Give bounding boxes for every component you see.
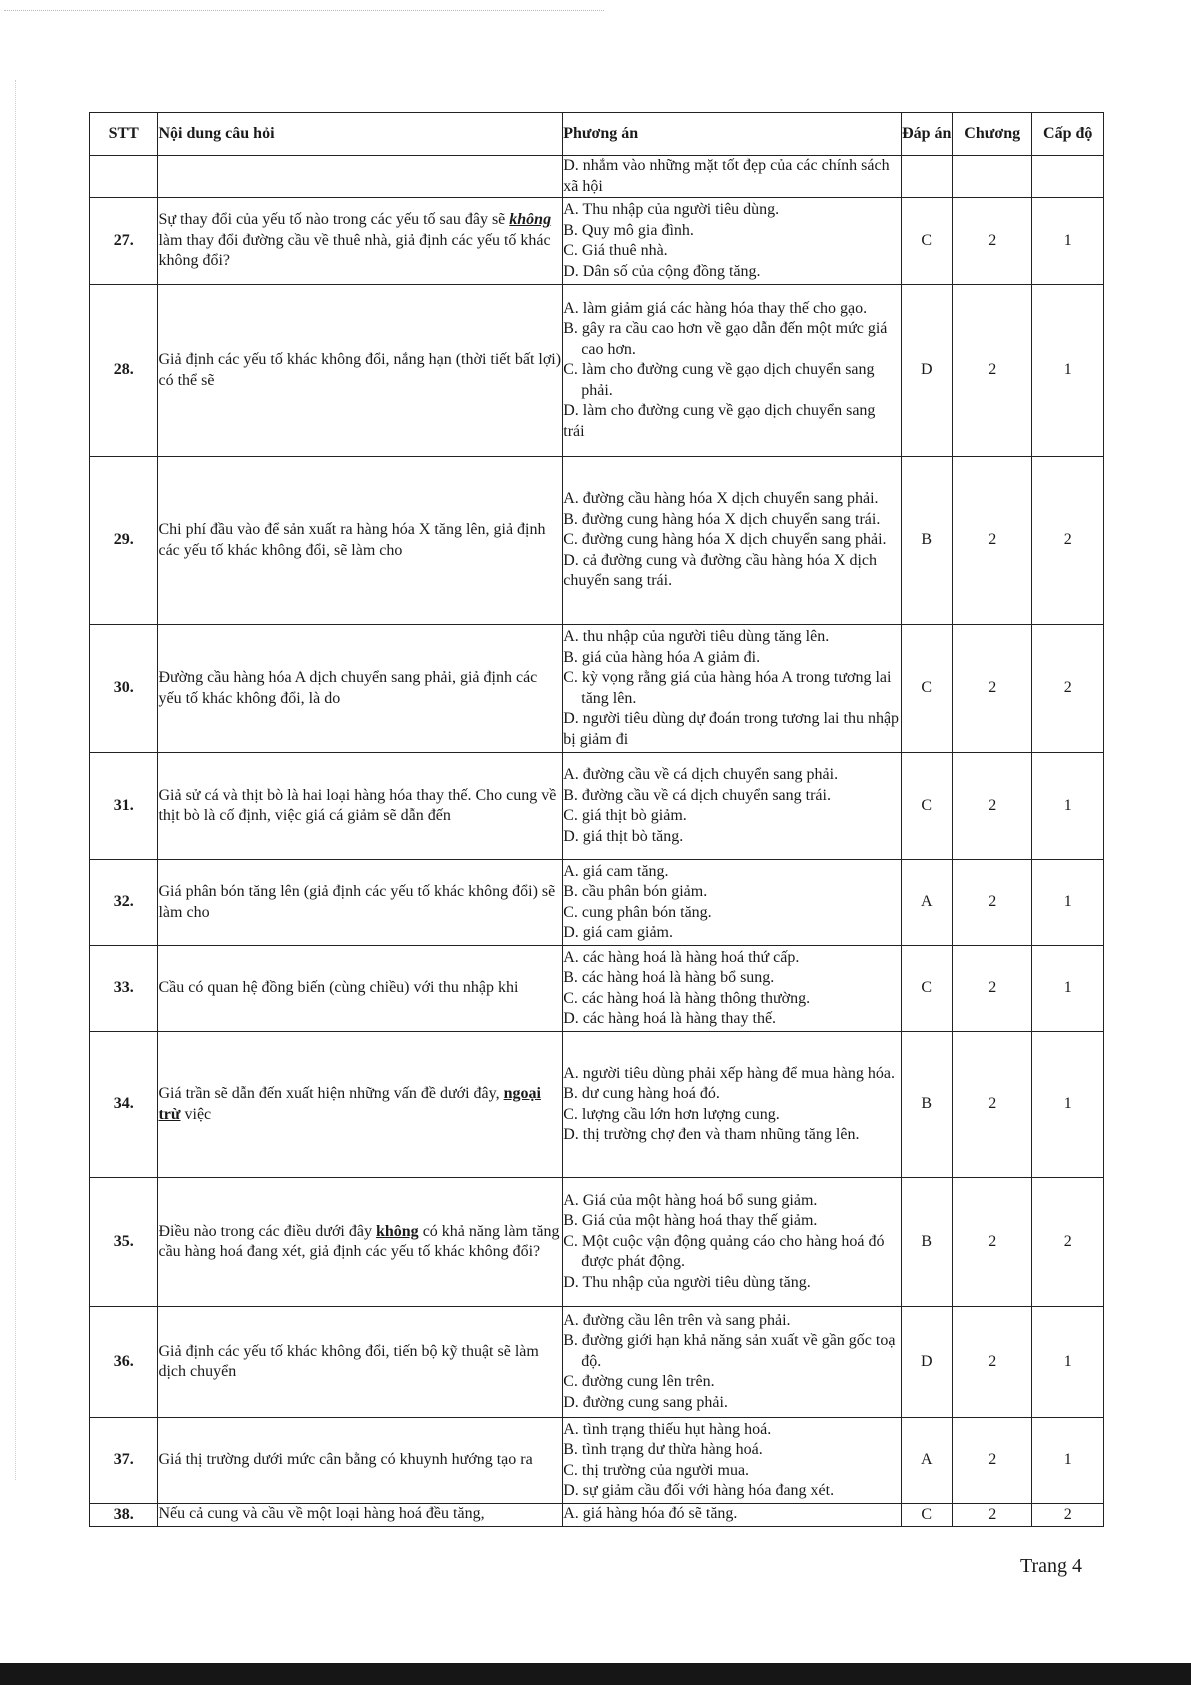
option-b: B. giá của hàng hóa A giảm đi. [563,648,761,666]
question-text [158,1178,563,1307]
option-b: B. các hàng hoá là hàng bổ sung. [563,969,775,986]
question-text [158,946,563,1032]
option-b: B. Giá của một hàng hoá thay thế giảm. [563,1212,818,1230]
question-text-part: Giả sử cá và thịt bò là hai loại hàng hóa thay thế. Cho cung về thịt bò là cố định, việc giá cá giảm sẽ dẫn đến [158,786,557,824]
options-cell [563,285,901,457]
question-cell [158,156,563,198]
answer-cell: D [901,1307,952,1418]
question-text [158,753,563,860]
option-a: A. giá hàng hóa đó sẽ tăng. [563,1505,738,1522]
option-d: D. giá cam giảm. [563,924,673,941]
question-table [89,112,1104,1527]
table-row [90,198,1104,285]
level-cell: 1 [1032,285,1104,457]
chapter-cell: 2 [952,285,1032,457]
level-cell: 1 [1032,753,1104,860]
option-c: C. thị trường của người mua. [563,1461,750,1479]
option-a: A. thu nhập của người tiêu dùng tăng lên. [563,628,830,645]
table-row [90,946,1104,1032]
question-text [158,1032,563,1178]
chapter-cell: 2 [952,1032,1032,1178]
chapter-cell: 2 [952,860,1032,946]
table-row [90,1178,1104,1307]
options-cell [563,860,901,946]
answer-cell: C [901,753,952,860]
level-cell: 1 [1032,1032,1104,1178]
options-cell [563,1307,901,1418]
header-options: Phương án [563,113,901,156]
answer-cell: C [901,198,952,285]
level-cell: 1 [1032,946,1104,1032]
option-b: B. đường cung hàng hóa X dịch chuyển sang trái. [563,510,881,528]
options-cell [563,946,901,1032]
question-number: 33. [90,946,158,1032]
options-cell [563,625,901,753]
table-row [90,860,1104,946]
question-text-part: Giá phân bón tăng lên (giả định các yếu tố khác không đổi) sẽ làm cho [158,883,556,921]
question-text-part: có khả năng làm tăng cầu hàng hoá đang xét, giả định các yếu tố khác không đổi? [158,1222,560,1260]
scan-bottom-edge [0,1663,1191,1685]
level-cell: 1 [1032,198,1104,285]
header-answer: Đáp án [901,113,952,156]
table-row [90,457,1104,625]
question-number: 36. [90,1307,158,1418]
question-text [158,1504,563,1527]
question-text-part: Điều nào trong các điều dưới đây [158,1222,376,1240]
level-cell: 2 [1032,457,1104,625]
option-d: D. đường cung sang phải. [563,1393,728,1411]
answer-cell: B [901,1178,952,1307]
question-text [158,1307,563,1418]
option-d: D. giá thịt bò tăng. [563,827,684,845]
header-level: Cấp độ [1032,113,1104,156]
question-text-part: Chi phí đầu vào để sản xuất ra hàng hóa X tăng lên, giả định các yếu tố khác không đổi, sẽ làm cho [158,521,546,559]
question-number: 34. [90,1032,158,1178]
options-cell [563,1504,901,1527]
chapter-cell: 2 [952,1504,1032,1527]
option-b: B. Quy mô gia đình. [563,221,694,239]
question-number: 28. [90,285,158,457]
chapter-cell: 2 [952,1178,1032,1307]
scan-edge-line [4,10,604,11]
question-number: 35. [90,1178,158,1307]
chapter-cell: 2 [952,1307,1032,1418]
options-cell [563,198,901,285]
option-d: D. các hàng hoá là hàng thay thế. [563,1010,777,1027]
option-a: A. tình trạng thiếu hụt hàng hoá. [563,1420,772,1438]
option-a: A. đường cầu lên trên và sang phải. [563,1311,791,1329]
option-c: C. kỳ vọng rằng giá của hàng hóa A trong tương lai tăng lên. [563,669,892,707]
question-number: 31. [90,753,158,860]
level-cell [1032,156,1104,198]
header-chapter: Chương [952,113,1032,156]
chapter-cell: 2 [952,753,1032,860]
option-a: A. làm giảm giá các hàng hóa thay thế cho gạo. [563,299,868,317]
answer-cell: B [901,1032,952,1178]
option-a: A. giá cam tăng. [563,862,669,880]
option-c: C. Một cuộc vận động quảng cáo cho hàng hoá đó được phát động. [563,1232,885,1271]
option-b: B. đường cầu về cá dịch chuyển sang trái. [563,786,831,804]
option-d: D. làm cho đường cung về gạo dịch chuyển sang trái [563,402,876,440]
level-cell: 2 [1032,1178,1104,1307]
options-cell [563,1418,901,1504]
table-row [90,753,1104,860]
stt-cell [90,156,158,198]
question-number: 29. [90,457,158,625]
emphasis-except: ngoại trừ [158,1085,541,1123]
question-text-part: Giả định các yếu tố khác không đổi, nắng hạn (thời tiết bất lợi) có thể sẽ [158,351,562,389]
option-d: D. người tiêu dùng dự đoán trong tương lai thu nhập bị giảm đi [563,710,900,748]
option-a: A. Thu nhập của người tiêu dùng. [563,201,780,218]
question-text-part: Giá trần sẽ dẫn đến xuất hiện những vấn đề dưới đây, [158,1085,504,1102]
options-cell [563,457,901,625]
chapter-cell: 2 [952,625,1032,753]
header-stt: STT [90,113,158,156]
option-b: B. cầu phân bón giảm. [563,883,708,900]
option-c: C. lượng cầu lớn hơn lượng cung. [563,1105,780,1123]
option-d: D. Dân số của cộng đồng tăng. [563,262,761,280]
chapter-cell: 2 [952,457,1032,625]
level-cell: 1 [1032,1307,1104,1418]
emphasis-not: không [375,1222,419,1240]
question-text [158,1418,563,1504]
options-cell [563,1032,901,1178]
question-text [158,285,563,457]
chapter-cell: 2 [952,198,1032,285]
question-number: 30. [90,625,158,753]
option-a: A. người tiêu dùng phải xếp hàng để mua hàng hóa. [563,1064,895,1082]
options-cell [563,156,901,198]
question-text-part: làm thay đổi đường cầu về thuê nhà, giả định các yếu tố khác không đổi? [158,231,551,270]
table-row [90,1032,1104,1178]
question-number: 37. [90,1418,158,1504]
answer-cell: D [901,285,952,457]
option-a: A. đường cầu hàng hóa X dịch chuyển sang phải. [563,490,879,508]
option-a: A. Giá của một hàng hoá bổ sung giảm. [563,1191,818,1209]
level-cell: 1 [1032,1418,1104,1504]
answer-cell: B [901,457,952,625]
question-text-part: Cầu có quan hệ đồng biến (cùng chiều) với thu nhập khi [158,979,519,997]
option-c: C. đường cung lên trên. [563,1373,715,1391]
option-d: D. thị trường chợ đen và tham nhũng tăng lên. [563,1126,860,1143]
header-question: Nội dung câu hỏi [158,113,563,156]
answer-cell [901,156,952,198]
table-row [90,285,1104,457]
table-row [90,625,1104,753]
table-row [90,1307,1104,1418]
question-text [158,457,563,625]
option-d: D. sự giảm cầu đối với hàng hóa đang xét. [563,1482,835,1499]
level-cell: 2 [1032,625,1104,753]
chapter-cell [952,156,1032,198]
chapter-cell: 2 [952,1418,1032,1504]
question-text [158,625,563,753]
option-c: C. các hàng hoá là hàng thông thường. [563,989,811,1007]
question-text-part: việc [180,1105,212,1123]
question-text-part: Nếu cả cung và cầu về một loại hàng hoá đều tăng, [158,1505,485,1522]
question-text [158,198,563,285]
table-header-row [90,113,1104,156]
chapter-cell: 2 [952,946,1032,1032]
options-cell [563,1178,901,1307]
question-text-part: Giả định các yếu tố khác không đổi, tiến bộ kỹ thuật sẽ làm dịch chuyển [158,1342,539,1380]
answer-cell: C [901,625,952,753]
answer-cell: C [901,946,952,1032]
table-row [90,1418,1104,1504]
question-text [158,860,563,946]
option-b: B. tình trạng dư thừa hàng hoá. [563,1441,763,1458]
options-cell [563,753,901,860]
question-text-part: Đường cầu hàng hóa A dịch chuyển sang phải, giả định các yếu tố khác không đổi, là do [158,669,538,707]
question-number: 32. [90,860,158,946]
option-c: C. cung phân bón tăng. [563,903,712,921]
answer-cell: A [901,1418,952,1504]
option-d: D. Thu nhập của người tiêu dùng tăng. [563,1273,811,1291]
question-number: 38. [90,1504,158,1527]
option-d: D. cả đường cung và đường cầu hàng hóa X dịch chuyển sang trái. [563,551,877,590]
option-b: B. dư cung hàng hoá đó. [563,1085,720,1102]
scan-margin-line [15,80,16,1480]
option-c: C. giá thịt bò giảm. [563,807,687,824]
question-text-part: Sự thay đổi của yếu tố nào trong các yếu tố sau đây sẽ [158,211,510,229]
level-cell: 1 [1032,860,1104,946]
option-d: D. nhắm vào những mặt tốt đẹp của các chính sách xã hội [563,157,890,195]
option-c: C. đường cung hàng hóa X dịch chuyển sang phải. [563,531,887,549]
answer-cell: A [901,860,952,946]
option-b: B. gây ra cầu cao hơn về gạo dẫn đến một mức giá cao hơn. [563,320,888,358]
answer-cell: C [901,1504,952,1527]
option-a: A. đường cầu về cá dịch chuyển sang phải. [563,766,839,783]
table-row [90,1504,1104,1527]
emphasis-not: không [509,211,552,229]
option-b: B. đường giới hạn khả năng sản xuất về gần gốc toạ độ. [563,1332,896,1370]
question-number: 27. [90,198,158,285]
level-cell: 2 [1032,1504,1104,1527]
option-c: C. làm cho đường cung về gạo dịch chuyển sang phải. [563,361,875,399]
table-row-continuation [90,156,1104,198]
option-c: C. Giá thuê nhà. [563,242,668,259]
question-text-part: Giá thị trường dưới mức cân bằng có khuynh hướng tạo ra [158,1451,533,1469]
option-a: A. các hàng hoá là hàng hoá thứ cấp. [563,948,800,966]
page-number: Trang 4 [1020,1555,1083,1577]
